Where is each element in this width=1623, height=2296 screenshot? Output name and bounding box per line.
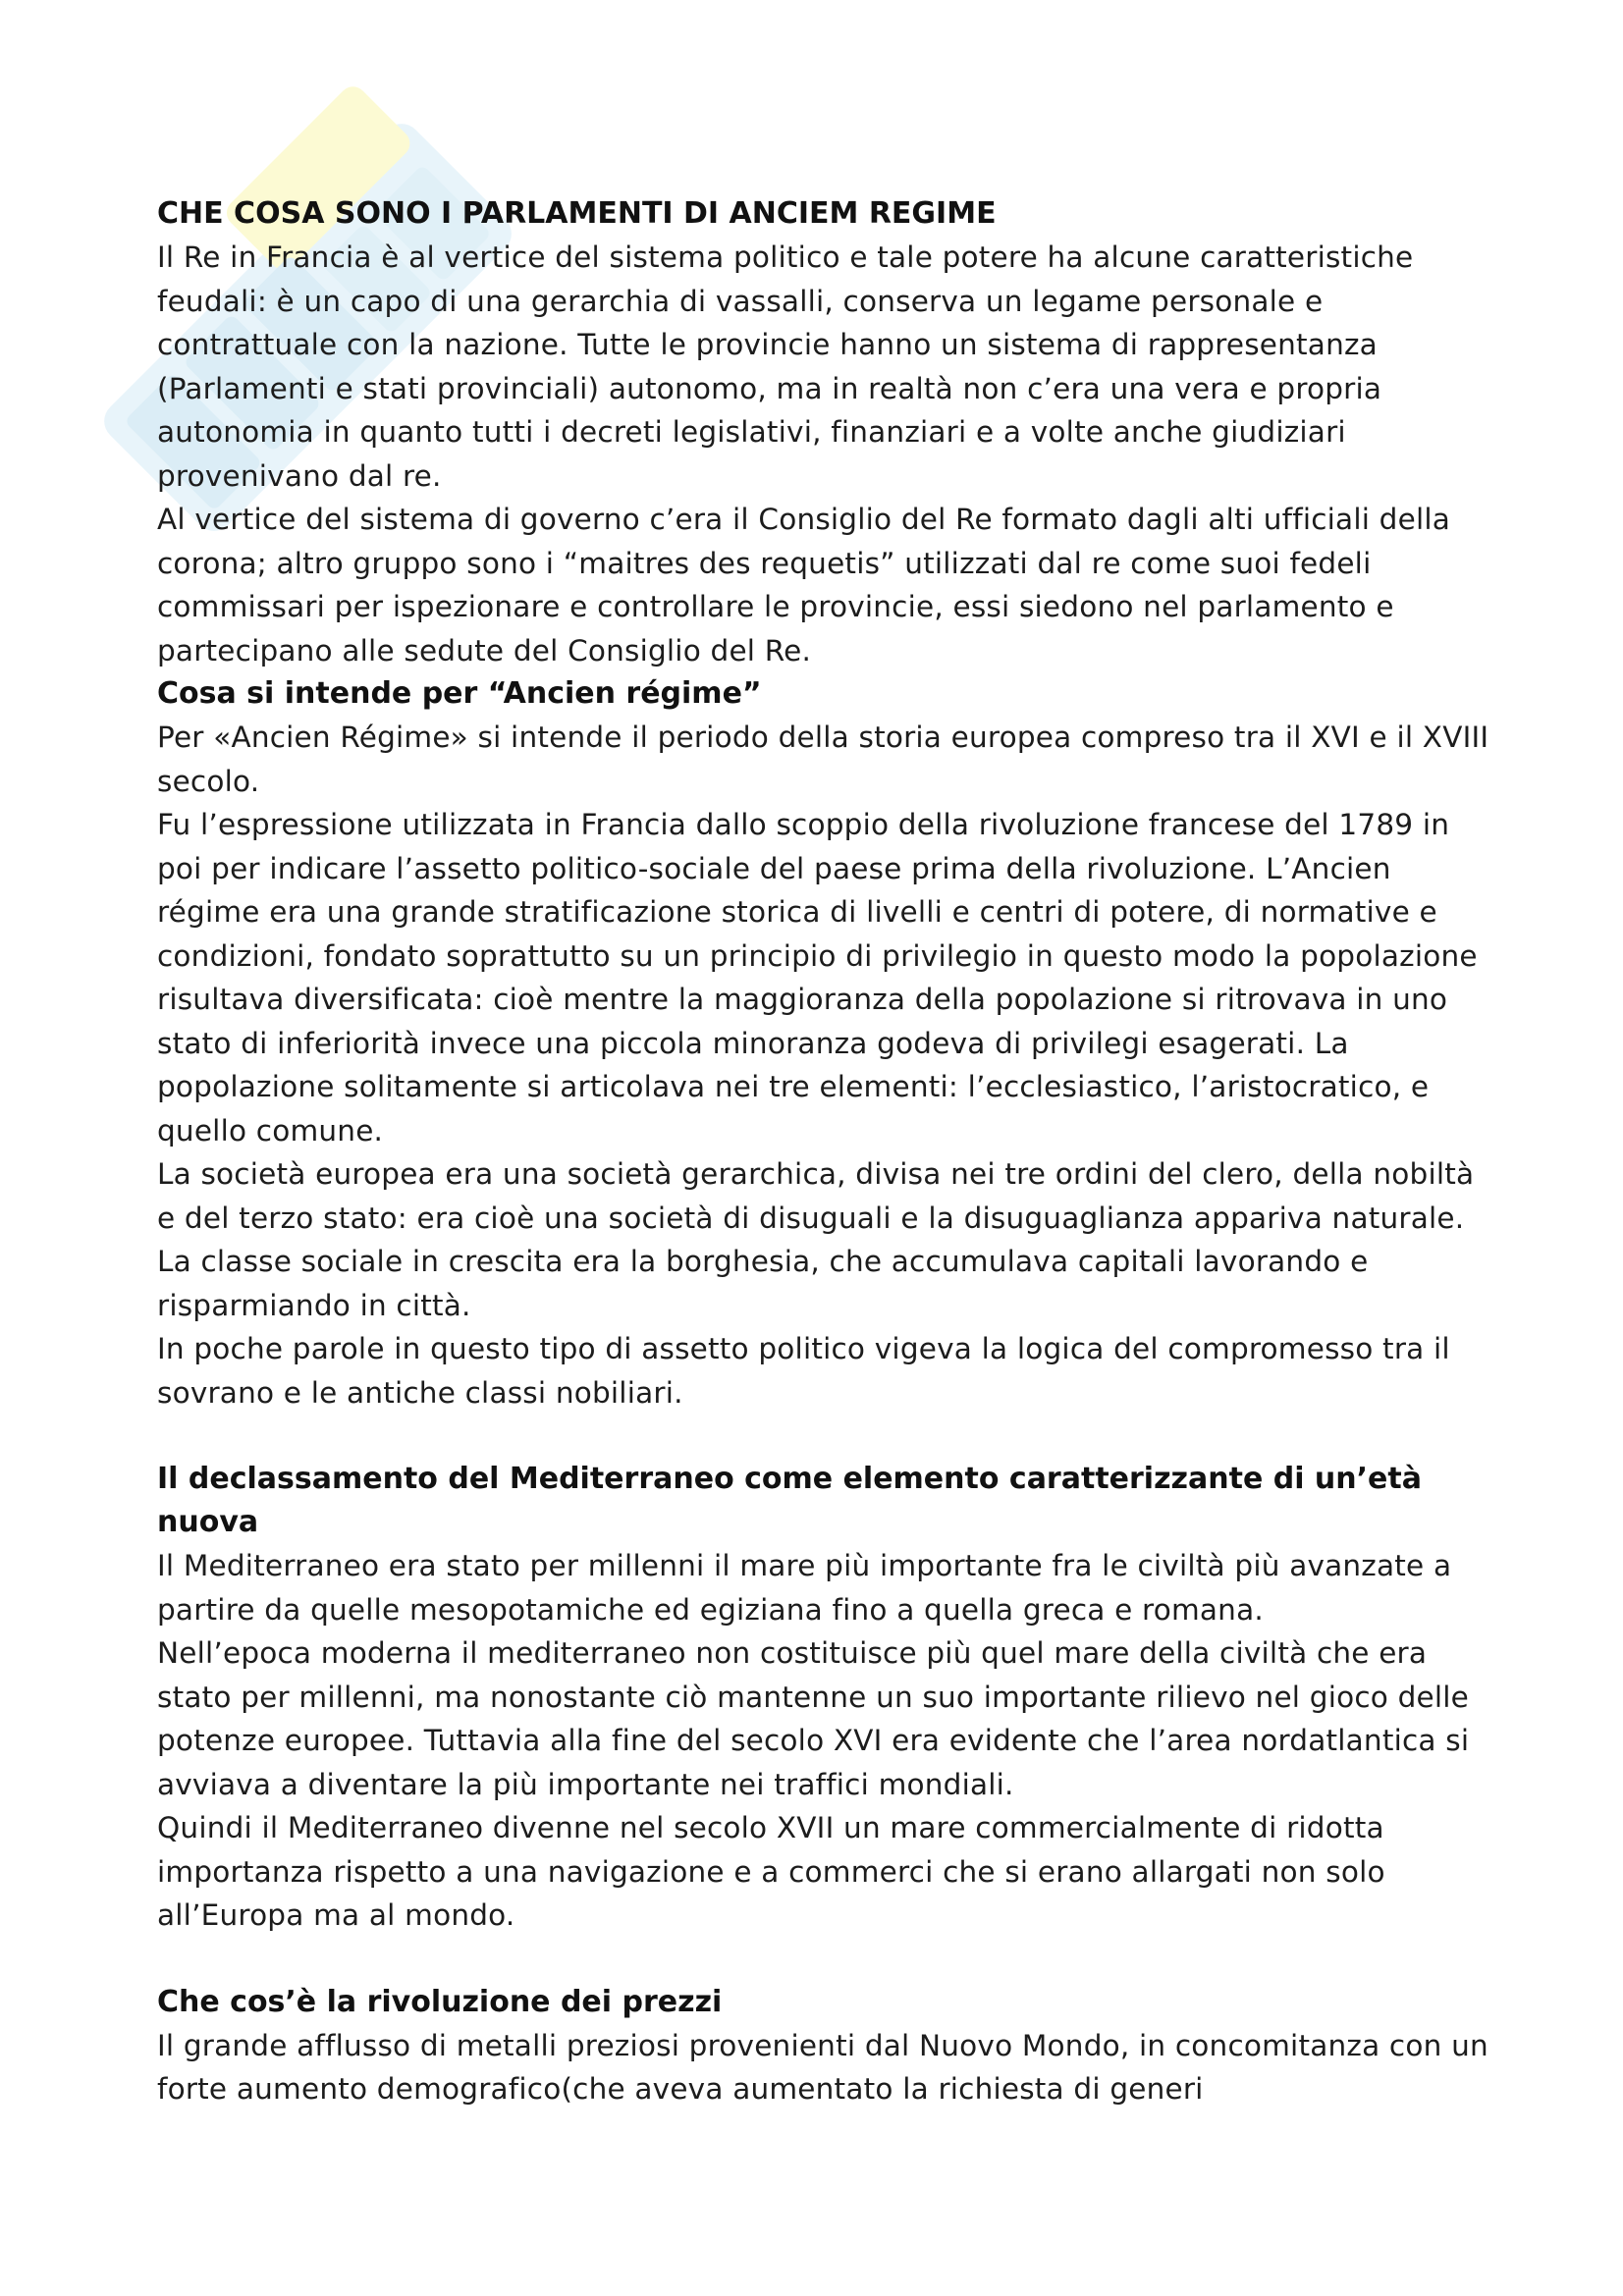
section-heading: Il declassamento del Mediterraneo come elemento caratterizzante di un’età nuova [157,1462,1422,1539]
paragraph: In poche parole in questo tipo di assetto politico vigeva la logica del compromesso tra il sovrano e le antiche classi nobiliari. [157,1332,1450,1410]
document-body [157,192,1492,2111]
section-heading: Che cos’è la rivoluzione dei prezzi [157,1984,723,2019]
paragraph: Il grande afflusso di metalli preziosi provenienti dal Nuovo Mondo, in concomitanza con un forte aumento demografico(che aveva aumentato la richiesta di generi [157,2028,1488,2106]
paragraph: Nell’epoca moderna il mediterraneo non costituisce più quel mare della civiltà che era stato per millenni, ma nonostante ciò mantenne un suo importante rilievo nel gioco delle potenze europee. Tuttavia alla fine del secolo XVI era evidente che l’area nordatlantica si avviava a diventare la più importante nei traffici mondiali. [157,1636,1470,1801]
paragraph: Quindi il Mediterraneo divenne nel secolo XVII un mare commercialmente di ridotta importanza rispetto a una navigazione e a commerci che si erano allargati non solo all’Europa ma al mondo. [157,1811,1385,1932]
section-heading: CHE COSA SONO I PARLAMENTI DI ANCIEM REGIME [157,196,997,231]
section-rivoluzione-prezzi [157,1981,1492,2111]
paragraph: Il Re in Francia è al vertice del sistema politico e tale potere ha alcune caratteristiche feudali: è un capo di una gerarchia di vassalli, conserva un legame personale e contrattuale con la nazione. Tutte le provincie hanno un sistema di rappresentanza (Parlamenti e stati provinciali) autonomo, ma in realtà non c’era una vera e propria autonomia in quanto tutti i decreti legislativi, finanziari e a volte anche giudiziari provenivano dal re. [157,240,1414,493]
paragraph: Al vertice del sistema di governo c’era il Consiglio del Re formato dagli alti ufficiali della corona; altro gruppo sono i “maitres des requetis” utilizzati dal re come suoi fedeli commissari per ispezionare e controllare le provincie, essi siedono nel parlamento e partecipano alle sedute del Consiglio del Re. [157,503,1451,667]
paragraph: La società europea era una società gerarchica, divisa nei tre ordini del clero, della nobiltà e del terzo stato: era cioè una società di disuguali e la disuguaglianza appariva naturale. La classe sociale in crescita era la borghesia, che accumulava capitali lavorando e risparmiando in città. [157,1157,1475,1322]
section-heading: Cosa si intende per “Ancien régime” [157,676,762,711]
section-mediterraneo [157,1458,1492,1938]
section-ancien-regime [157,672,1492,1415]
paragraph: Fu l’espressione utilizzata in Francia dallo scoppio della rivoluzione francese del 1789 in poi per indicare l’assetto politico-sociale del paese prima della rivoluzione. L’Ancien régime era una grande stratificazione storica di livelli e centri di potere, di normative e condizioni, fondato soprattutto su un principio di privilegio in questo modo la popolazione risultava diversificata: cioè mentre la maggioranza della popolazione si ritrovava in uno stato di inferiorità invece una piccola minoranza godeva di privilegi esagerati. La popolazione solitamente si articolava nei tre elementi: l’ecclesiastico, l’aristocratico, e quello comune. [157,808,1478,1148]
section-parlamenti [157,192,1492,672]
paragraph: Il Mediterraneo era stato per millenni il mare più importante fra le civiltà più avanzate a partire da quelle mesopotamiche ed egiziana fino a quella greca e romana. [157,1549,1452,1627]
paragraph: Per «Ancien Régime» si intende il periodo della storia europea compreso tra il XVI e il XVIII secolo. [157,721,1489,798]
